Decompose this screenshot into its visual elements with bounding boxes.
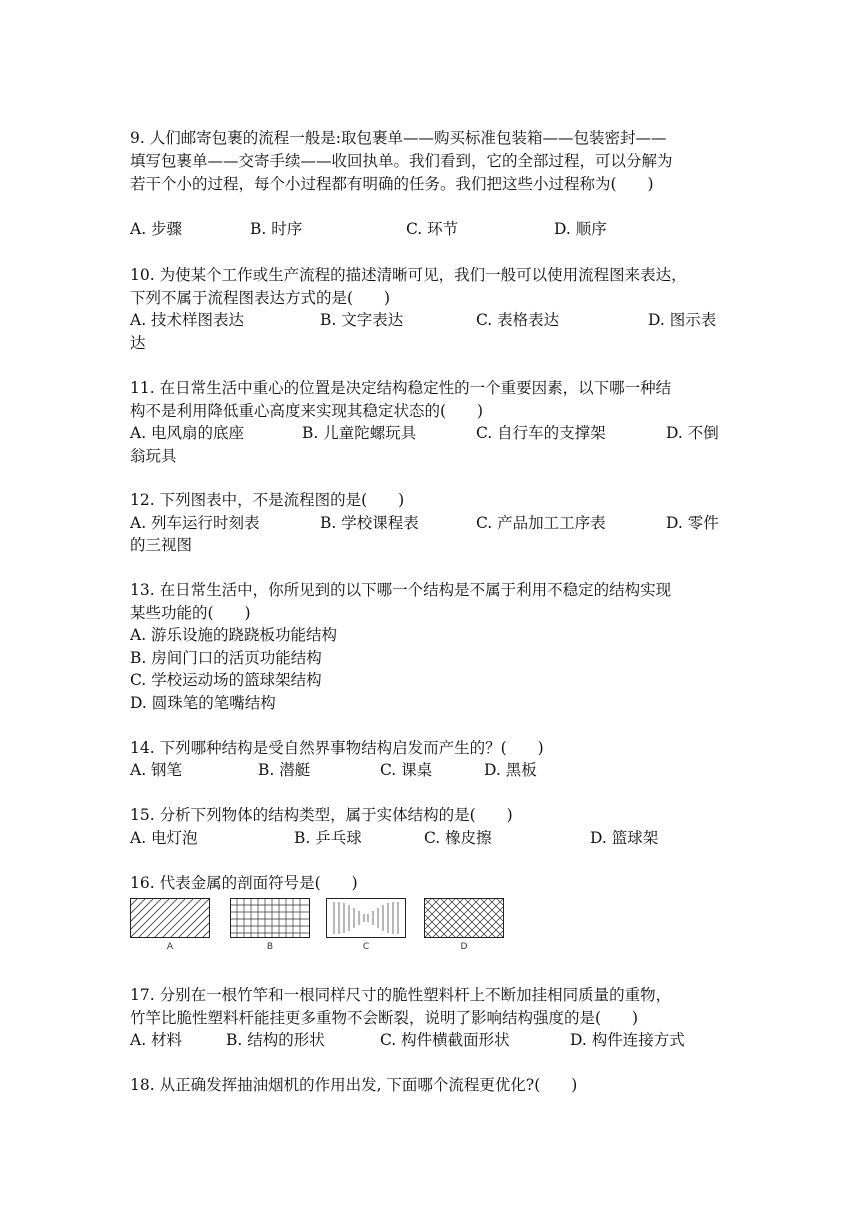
pattern-a-diagonal [130, 898, 210, 938]
q14-option-b: B. 潜艇 [258, 761, 311, 779]
q11-option-a: A. 电风扇的底座 [130, 424, 245, 442]
q13-option-a: A. 游乐设施的跷跷板功能结构 [130, 626, 338, 644]
pattern-label-a: A [166, 942, 174, 952]
q10-line-1: 10. 为使某个工作或生产流程的描述清晰可见，我们一般可以使用流程图来表达， [130, 266, 687, 284]
q9-line-1: 9. 人们邮寄包裹的流程一般是:取包裹单——购买标准包装箱——包装密封—— [130, 129, 667, 147]
q13-option-d: D. 圆珠笔的笔嘴结构 [130, 694, 276, 712]
q11-option-b: B. 儿童陀螺玩具 [302, 424, 417, 442]
q11-option-d: D. 不倒 [666, 424, 719, 442]
q17-option-c: C. 构件横截面形状 [380, 1031, 510, 1049]
q9-option-b: B. 时序 [250, 220, 303, 238]
q9-line-2: 填写包裹单——交寄手续——收回执单。我们看到，它的全部过程，可以分解为 [130, 152, 673, 170]
q15-option-b: B. 乒乓球 [294, 829, 362, 847]
q9-option-a: A. 步骤 [130, 220, 183, 238]
q14-option-d: D. 黑板 [484, 761, 537, 779]
q12-line-1: 12. 下列图表中，不是流程图的是( ) [130, 491, 405, 509]
pattern-d-crosshatch [424, 898, 504, 938]
q14-option-a: A. 钢笔 [130, 761, 183, 779]
q9-option-c: C. 环节 [406, 220, 459, 238]
pattern-label-b: B [266, 942, 274, 952]
q11-line-1: 11. 在日常生活中重心的位置是决定结构稳定性的一个重要因素，以下哪一种结 [130, 379, 672, 397]
section-patterns [130, 898, 510, 960]
q14-option-c: C. 课桌 [380, 761, 433, 779]
q17-line-1: 17. 分别在一根竹竿和一根同样尺寸的脆性塑料杆上不断加挂相同质量的重物， [130, 986, 672, 1004]
q12-option-c: C. 产品加工工序表 [476, 514, 606, 532]
q17-option-a: A. 材料 [130, 1031, 183, 1049]
q12-option-a: A. 列车运行时刻表 [130, 514, 260, 532]
q10-option-b: B. 文字表达 [320, 311, 404, 329]
q11-option-c: C. 自行车的支撑架 [476, 424, 606, 442]
q15-line-1: 15. 分析下列物体的结构类型，属于实体结构的是( ) [130, 806, 513, 824]
q15-option-d: D. 篮球架 [590, 829, 659, 847]
q13-option-b: B. 房间门口的活页功能结构 [130, 649, 322, 667]
q15-option-a: A. 电灯泡 [130, 829, 198, 847]
q14-line-1: 14. 下列哪种结构是受自然界事物结构启发而产生的？( ) [130, 739, 544, 757]
q13-line-1: 13. 在日常生活中，你所见到的以下哪一个结构是不属于利用不稳定的结构实现 [130, 581, 672, 599]
q11-line-2: 构不是利用降低重心高度来实现其稳定状态的( ) [130, 402, 484, 420]
pattern-b-grid [230, 898, 310, 938]
q10-wrap: 达 [130, 334, 146, 352]
q17-line-2: 竹竿比脆性塑料杆能挂更多重物不会断裂，说明了影响结构强度的是( ) [130, 1009, 639, 1027]
q10-option-c: C. 表格表达 [476, 311, 560, 329]
q16-line-1: 16. 代表金属的剖面符号是( ) [130, 874, 358, 892]
q12-wrap: 的三视图 [130, 536, 193, 554]
pattern-label-c: C [362, 942, 370, 952]
q10-line-2: 下列不属于流程图表达方式的是( ) [130, 289, 391, 307]
q15-option-c: C. 橡皮擦 [424, 829, 492, 847]
q17-option-b: B. 结构的形状 [226, 1031, 325, 1049]
q11-wrap: 翁玩具 [130, 447, 177, 465]
q10-option-d: D. 图示表 [648, 311, 717, 329]
q13-line-2: 某些功能的( ) [130, 604, 251, 622]
q12-option-b: B. 学校课程表 [320, 514, 419, 532]
q18-line-1: 18. 从正确发挥抽油烟机的作用出发, 下面哪个流程更优化?( ) [130, 1076, 578, 1094]
q9-option-d: D. 顺序 [554, 220, 607, 238]
pattern-label-d: D [460, 942, 468, 952]
q12-option-d: D. 零件 [666, 514, 719, 532]
q10-option-a: A. 技术样图表达 [130, 311, 245, 329]
q13-option-c: C. 学校运动场的篮球架结构 [130, 671, 322, 689]
q9-line-3: 若干个小的过程，每个小过程都有明确的任务。我们把这些小过程称为( ) [130, 175, 654, 193]
pattern-c-vertical [326, 898, 406, 938]
q17-option-d: D. 构件连接方式 [570, 1031, 685, 1049]
